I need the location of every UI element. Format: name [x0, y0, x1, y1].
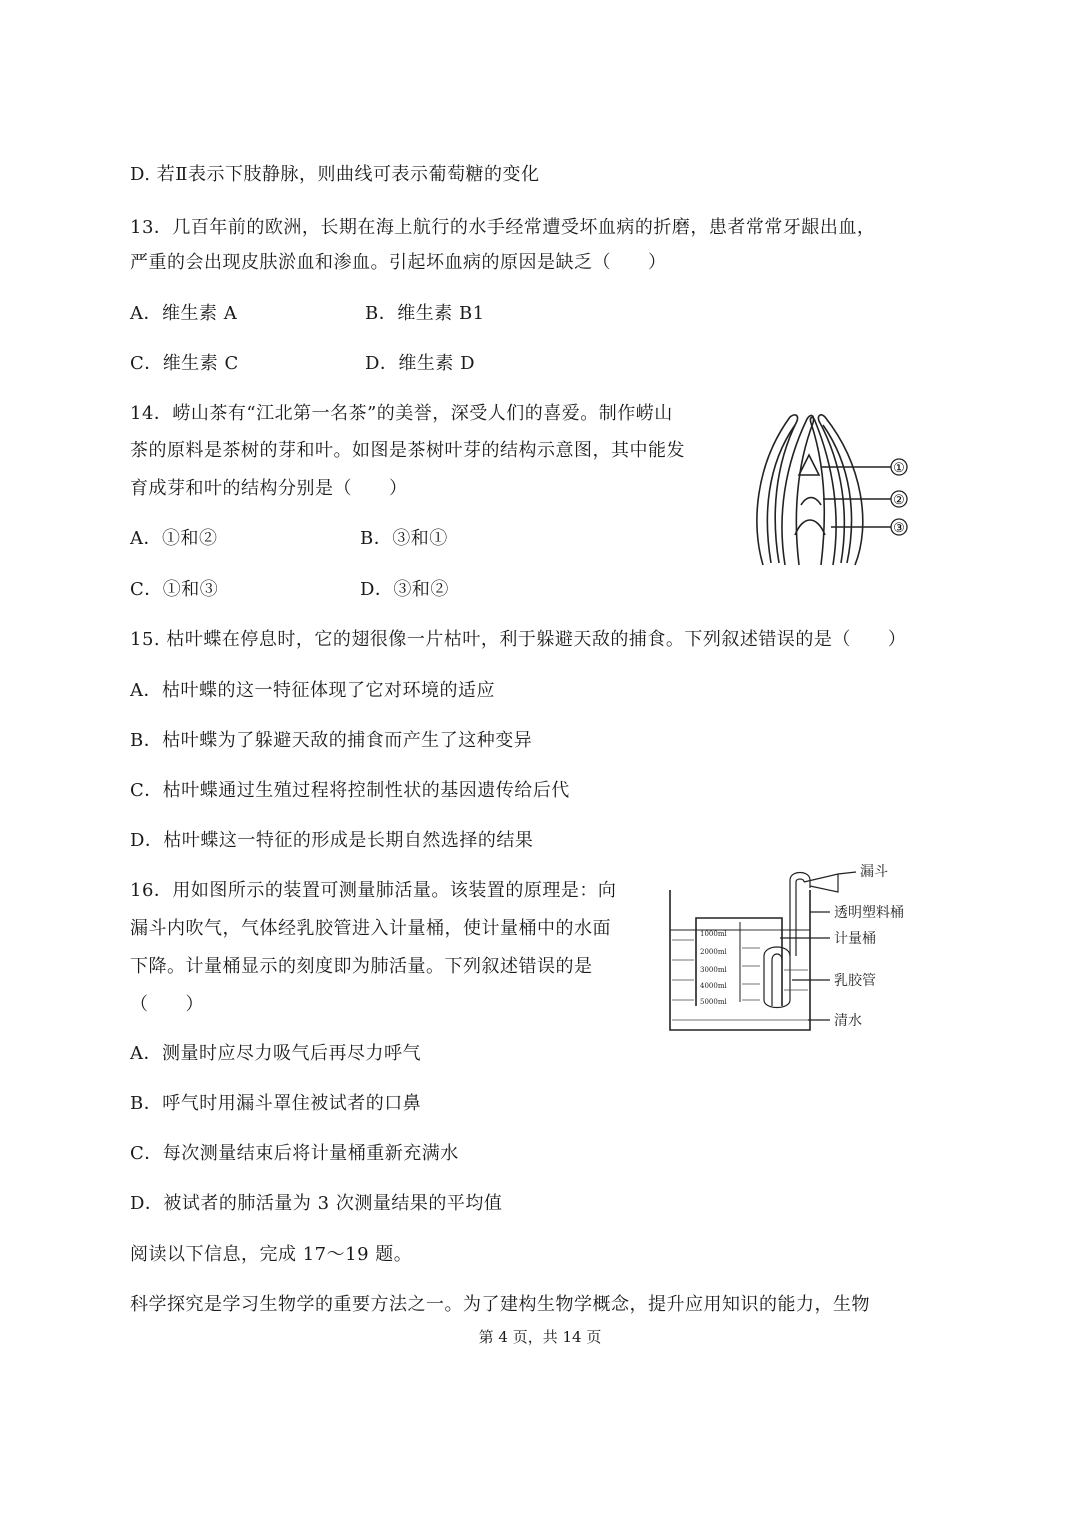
reading-intro: 阅读以下信息，完成 17～19 题。: [130, 1244, 413, 1265]
q16-option-c: C．每次测量结束后将计量桶重新充满水: [130, 1143, 459, 1164]
spirometer-figure: [660, 860, 925, 1035]
scale-label-3: 3000ml: [700, 966, 727, 974]
q13-option-b: B．维生素 B1: [365, 303, 485, 324]
leaf-bud-label-2: ②: [893, 493, 905, 508]
q16-stem-line3: 下降。计量桶显示的刻度即为肺活量。下列叙述错误的是: [130, 956, 593, 977]
q16-stem-line2: 漏斗内吹气，气体经乳胶管进入计量桶，使计量桶中的水面: [130, 918, 611, 939]
q15-option-c: C．枯叶蝶通过生殖过程将控制性状的基因遗传给后代: [130, 780, 570, 801]
label-water: 清水: [834, 1013, 862, 1029]
scale-label-2: 2000ml: [700, 948, 727, 956]
q14-stem-line3: 育成芽和叶的结构分别是（ ）: [130, 478, 408, 499]
q13-stem-line2: 严重的会出现皮肤淤血和渗血。引起坏血病的原因是缺乏（ ）: [130, 252, 667, 273]
scale-label-1: 1000ml: [700, 930, 727, 938]
page-footer: 第 4 页，共 14 页: [478, 1328, 602, 1346]
q16-option-a: A．测量时应尽力吸气后再尽力呼气: [130, 1043, 421, 1064]
label-meter: 计量桶: [834, 931, 876, 947]
q14-option-d: D．③和②: [360, 579, 449, 600]
q16-stem-line4: （ ）: [130, 994, 204, 1015]
q14-option-a: A．①和②: [130, 528, 218, 549]
label-tube: 乳胶管: [834, 973, 876, 989]
q12-option-d: D. 若Ⅱ表示下肢静脉，则曲线可表示葡萄糖的变化: [130, 164, 540, 185]
q15-option-b: B．枯叶蝶为了躲避天敌的捕食而产生了这种变异: [130, 730, 533, 751]
leaf-bud-figure: [745, 405, 925, 570]
q16-stem-line1: 16．用如图所示的装置可测量肺活量。该装置的原理是：向: [130, 880, 617, 901]
q13-option-a: A．维生素 A: [130, 303, 238, 324]
q15-option-a: A．枯叶蝶的这一特征体现了它对环境的适应: [130, 680, 495, 701]
q14-stem-line2: 茶的原料是茶树的芽和叶。如图是茶树叶芽的结构示意图，其中能发: [130, 440, 685, 461]
q14-option-c: C．①和③: [130, 579, 219, 600]
q13-option-d: D．维生素 D: [365, 353, 476, 374]
label-bucket: 透明塑料桶: [834, 905, 904, 921]
scale-label-4: 4000ml: [700, 982, 727, 990]
leaf-bud-label-3: ③: [893, 521, 905, 536]
q15-stem: 15. 枯叶蝶在停息时，它的翅很像一片枯叶，利于躲避天敌的捕食。下列叙述错误的是（ ）: [130, 629, 907, 650]
label-funnel: 漏斗: [860, 864, 888, 880]
q13-stem-line1: 13．几百年前的欧洲，长期在海上航行的水手经常遭受坏血病的折磨，患者常常牙龈出血，: [130, 217, 876, 238]
q13-option-c: C．维生素 C: [130, 353, 239, 374]
q16-option-d: D．被试者的肺活量为 3 次测量结果的平均值: [130, 1193, 503, 1214]
q16-option-b: B．呼气时用漏斗罩住被试者的口鼻: [130, 1093, 422, 1114]
q14-option-b: B．③和①: [360, 528, 448, 549]
q14-stem-line1: 14．崂山茶有“江北第一名茶”的美誉，深受人们的喜爱。制作崂山: [130, 403, 673, 424]
reading-paragraph-line1: 科学探究是学习生物学的重要方法之一。为了建构生物学概念，提升应用知识的能力，生物: [130, 1294, 870, 1315]
leaf-bud-label-1: ①: [893, 461, 905, 476]
q15-option-d: D．枯叶蝶这一特征的形成是长期自然选择的结果: [130, 830, 534, 851]
scale-label-5: 5000ml: [700, 998, 727, 1006]
